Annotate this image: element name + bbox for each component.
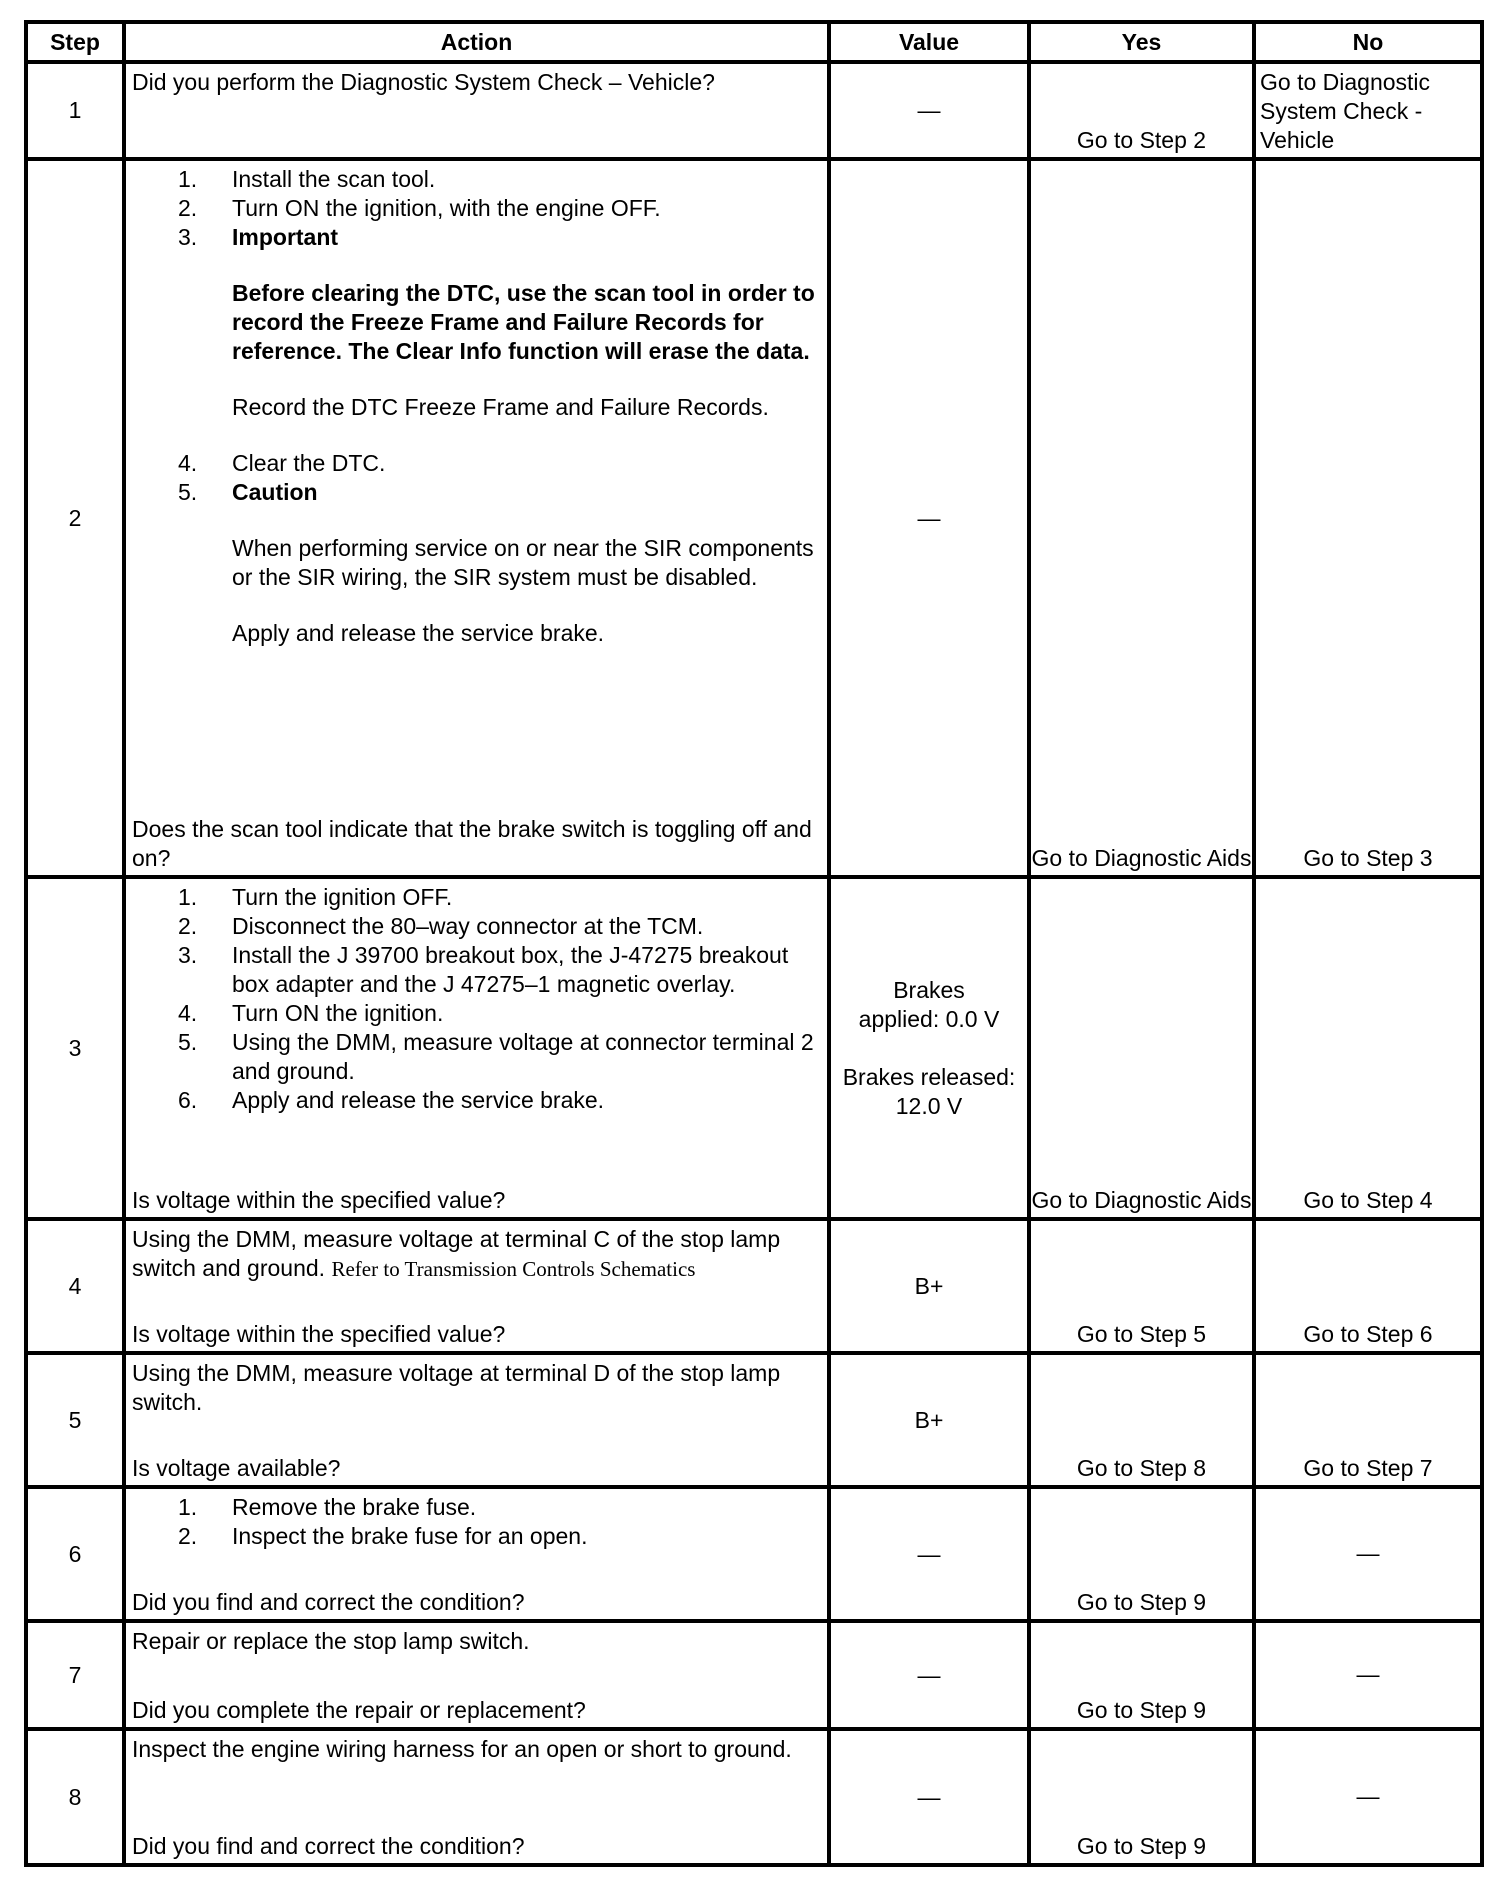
important-note: Before clearing the DTC, use the scan tool in order to record the Freeze Frame and Failure Records for reference. The Clear Info function will erase the data. bbox=[232, 280, 815, 364]
no-cell: — bbox=[1254, 1729, 1482, 1865]
action-question: Did you perform the Diagnostic System Check – Vehicle? bbox=[132, 69, 715, 95]
value-cell: — bbox=[829, 1621, 1029, 1729]
caution-title: Caution bbox=[232, 479, 318, 505]
value-cell bbox=[829, 877, 1029, 1219]
action-text: Using the DMM, measure voltage at terminal D of the stop lamp switch. bbox=[132, 1360, 781, 1415]
value-cell: — bbox=[829, 1729, 1029, 1865]
list-item: 1. Turn the ignition OFF. bbox=[178, 884, 453, 910]
value-cell: B+ bbox=[829, 1353, 1029, 1487]
action-cell bbox=[124, 62, 829, 159]
list-item: 5. Using the DMM, measure voltage at connector terminal 2 and ground. bbox=[178, 1029, 814, 1084]
table-row-step-1 bbox=[26, 62, 1482, 159]
no-cell: Go to Diagnostic System Check - Vehicle bbox=[1254, 62, 1482, 159]
step-number: 7 bbox=[26, 1621, 124, 1729]
list-item: 3. Install the J 39700 breakout box, the J-47275 breakout box adapter and the J 47275–1 magnetic overlay. bbox=[178, 942, 789, 997]
step-instruction: Record the DTC Freeze Frame and Failure Records. bbox=[232, 394, 769, 420]
step-number: 4 bbox=[26, 1219, 124, 1353]
list-item: 2. Inspect the brake fuse for an open. bbox=[178, 1523, 588, 1549]
table-row-step-8 bbox=[26, 1729, 1482, 1865]
step-number: 8 bbox=[26, 1729, 124, 1865]
action-text: Using the DMM, measure voltage at terminal C of the stop lamp switch and ground. bbox=[132, 1226, 781, 1281]
list-item: 1. Install the scan tool. bbox=[178, 166, 436, 192]
table-row-step-3 bbox=[26, 877, 1482, 1219]
table-row-step-6 bbox=[26, 1487, 1482, 1621]
value-brakes-released: Brakes released: 12.0 V bbox=[842, 1063, 1016, 1119]
action-cell bbox=[124, 877, 829, 1219]
list-item: 5. Caution When performing service on or near the SIR components or the SIR wiring, the SIR system must be disabled. Apply and release the service brake. bbox=[178, 478, 821, 648]
list-item: 3. Important Before clearing the DTC, use the scan tool in order to record the Freeze Frame and Failure Records for reference. The Clear Info function will erase the data. Record the DTC Freeze Frame and Failure Records. bbox=[178, 223, 821, 449]
list-item: 6. Apply and release the service brake. bbox=[178, 1087, 605, 1113]
value-cell: — bbox=[829, 159, 1029, 877]
action-steps-list bbox=[132, 1493, 821, 1551]
table-row-step-5 bbox=[26, 1353, 1482, 1487]
step-number: 3 bbox=[26, 877, 124, 1219]
action-question: Is voltage available? bbox=[132, 1455, 341, 1481]
value-cell: — bbox=[829, 1487, 1029, 1621]
yes-cell: Go to Diagnostic Aids bbox=[1029, 877, 1254, 1219]
action-cell bbox=[124, 1487, 829, 1621]
action-cell bbox=[124, 1353, 829, 1487]
action-question: Did you find and correct the condition? bbox=[132, 1833, 525, 1859]
action-cell bbox=[124, 1621, 829, 1729]
action-question: Did you complete the repair or replacement? bbox=[132, 1697, 586, 1723]
list-item: 2. Turn ON the ignition, with the engine OFF. bbox=[178, 195, 661, 221]
table-row-step-2 bbox=[26, 159, 1482, 877]
list-item: 1. Remove the brake fuse. bbox=[178, 1494, 477, 1520]
list-item: 4. Turn ON the ignition. bbox=[178, 1000, 444, 1026]
header-step: Step bbox=[26, 22, 124, 62]
yes-cell: Go to Diagnostic Aids bbox=[1029, 159, 1254, 877]
important-title: Important bbox=[232, 224, 339, 250]
caution-note: When performing service on or near the SIR components or the SIR wiring, the SIR system must be disabled. bbox=[232, 535, 814, 590]
header-no: No bbox=[1254, 22, 1482, 62]
yes-cell: Go to Step 2 bbox=[1029, 62, 1254, 159]
action-cell bbox=[124, 1729, 829, 1865]
schematics-reference: Refer to Transmission Controls Schematics bbox=[331, 1257, 696, 1281]
step-number: 6 bbox=[26, 1487, 124, 1621]
yes-cell: Go to Step 5 bbox=[1029, 1219, 1254, 1353]
diagnostic-table bbox=[24, 20, 1484, 1867]
action-question: Did you find and correct the condition? bbox=[132, 1589, 525, 1615]
yes-cell: Go to Step 9 bbox=[1029, 1621, 1254, 1729]
no-cell: Go to Step 7 bbox=[1254, 1353, 1482, 1487]
yes-cell: Go to Step 8 bbox=[1029, 1353, 1254, 1487]
step-number: 1 bbox=[26, 62, 124, 159]
step-number: 2 bbox=[26, 159, 124, 877]
no-cell: — bbox=[1254, 1621, 1482, 1729]
no-cell: Go to Step 6 bbox=[1254, 1219, 1482, 1353]
table-row-step-7 bbox=[26, 1621, 1482, 1729]
list-item: 4. Clear the DTC. bbox=[178, 450, 386, 476]
action-steps-list bbox=[132, 165, 821, 648]
header-action: Action bbox=[124, 22, 829, 62]
no-cell: Go to Step 3 bbox=[1254, 159, 1482, 877]
header-value: Value bbox=[829, 22, 1029, 62]
yes-cell: Go to Step 9 bbox=[1029, 1729, 1254, 1865]
action-question: Is voltage within the specified value? bbox=[132, 1187, 506, 1213]
yes-cell: Go to Step 9 bbox=[1029, 1487, 1254, 1621]
header-row bbox=[26, 22, 1482, 62]
no-cell: — bbox=[1254, 1487, 1482, 1621]
action-steps-list bbox=[132, 883, 821, 1115]
step-number: 5 bbox=[26, 1353, 124, 1487]
value-cell: — bbox=[829, 62, 1029, 159]
action-cell bbox=[124, 159, 829, 877]
step-instruction: Apply and release the service brake. bbox=[232, 620, 605, 646]
table-row-step-4 bbox=[26, 1219, 1482, 1353]
no-cell: Go to Step 4 bbox=[1254, 877, 1482, 1219]
action-question: Does the scan tool indicate that the brake switch is toggling off and on? bbox=[132, 816, 812, 871]
action-text: Inspect the engine wiring harness for an open or short to ground. bbox=[132, 1736, 792, 1762]
action-question: Is voltage within the specified value? bbox=[132, 1321, 506, 1347]
value-brakes-applied: Brakes applied: 0.0 V bbox=[858, 976, 1000, 1032]
header-yes: Yes bbox=[1029, 22, 1254, 62]
value-cell: B+ bbox=[829, 1219, 1029, 1353]
action-text: Repair or replace the stop lamp switch. bbox=[132, 1628, 530, 1654]
action-cell bbox=[124, 1219, 829, 1353]
list-item: 2. Disconnect the 80–way connector at the TCM. bbox=[178, 913, 704, 939]
